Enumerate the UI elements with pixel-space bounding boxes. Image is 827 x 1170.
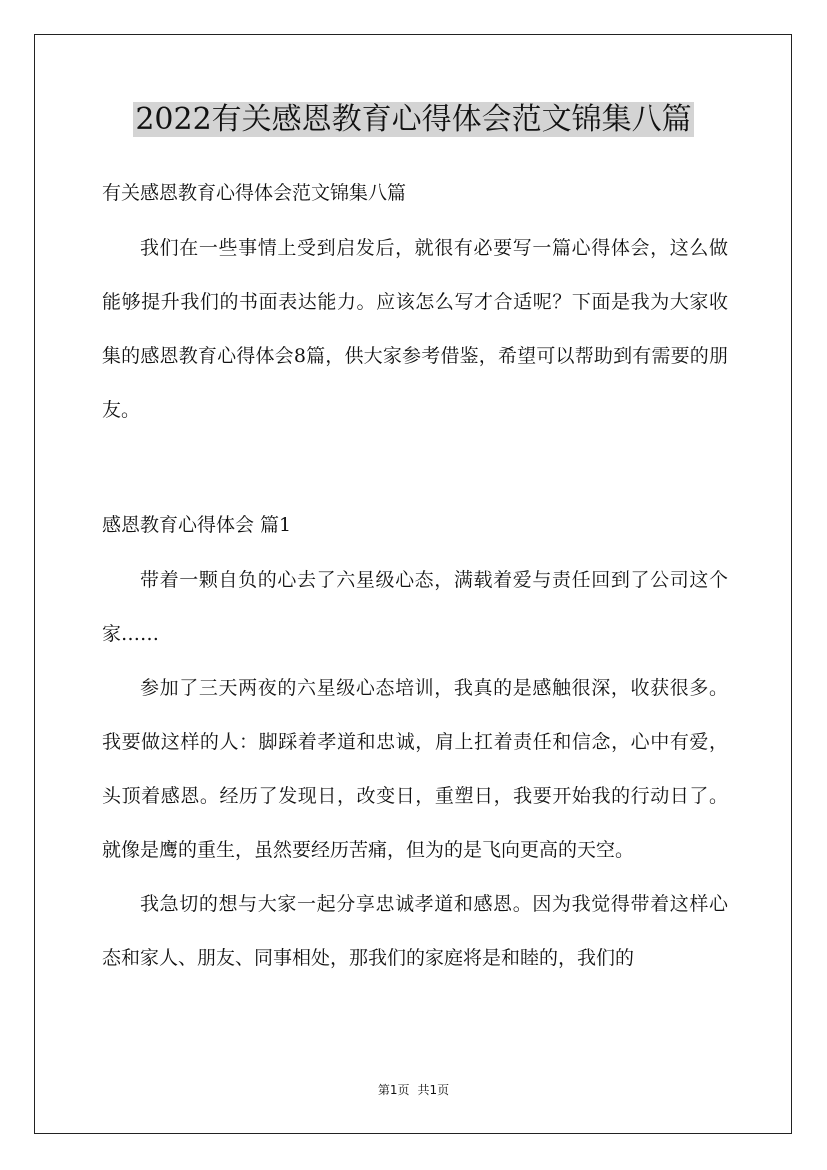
section-spacer	[102, 437, 728, 505]
document-title	[0, 98, 827, 142]
document-body	[102, 173, 728, 985]
document-title-text: 2022有关感恩教育心得体会范文锦集八篇	[135, 102, 692, 137]
body-paragraph: 带着一颗自负的心去了六星级心态，满载着爱与责任回到了公司这个家……	[102, 569, 728, 645]
body-paragraph: 我急切的想与大家一起分享忠诚孝道和感恩。因为我觉得带着这样心态和家人、朋友、同事相处，那我们的家庭将是和睦的，我们的	[102, 893, 728, 969]
page-number: 第1页	[377, 1083, 410, 1097]
page-total: 共1页	[417, 1083, 450, 1097]
body-paragraph: 参加了三天两夜的六星级心态培训，我真的是感触很深，收获很多。我要做这样的人：脚踩着孝道和忠诚，肩上扛着责任和信念，心中有爱，头顶着感恩。经历了发现日，改变日，重塑日，我要开始我的行动日了。就像是鹰的重生，虽然要经历苦痛，但为的是飞向更高的天空。	[102, 677, 728, 861]
section-heading: 感恩教育心得体会 篇1	[102, 514, 292, 536]
document-subtitle: 有关感恩教育心得体会范文锦集八篇	[102, 182, 407, 204]
intro-paragraph: 我们在一些事情上受到启发后，就很有必要写一篇心得体会，这么做能够提升我们的书面表达能力。应该怎么写才合适呢？下面是我为大家收集的感恩教育心得体会8篇，供大家参考借鉴，希望可以帮助到有需要的朋友。	[102, 237, 728, 421]
page-footer	[0, 1082, 827, 1098]
